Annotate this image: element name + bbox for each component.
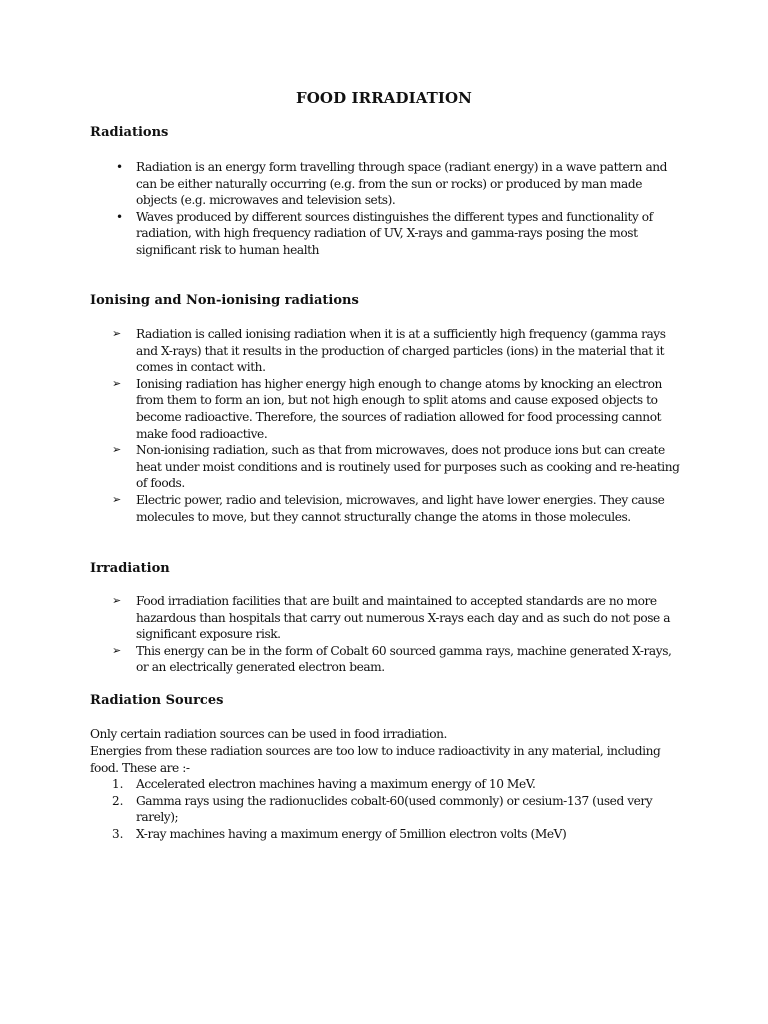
page-title: FOOD IRRADIATION <box>296 89 472 107</box>
list-item-text: Radiation is called ionising radiation when it is at a sufficiently high frequency (gamma rays and X-rays) that it results in the production of charged particles (ions) in the material that it comes in contact with. <box>136 327 666 375</box>
arrow-bullet-icon: ➢ <box>112 443 121 457</box>
list-item <box>90 643 680 676</box>
list-item-text: X-ray machines having a maximum energy of 5million electron volts (MeV) <box>136 826 567 841</box>
list-item <box>90 826 680 843</box>
list-item-text: Non-ionising radiation, such as that from microwaves, does not produce ions but can create heat under moist conditions and is routinely used for purposes such as cooking and re-heating of foods. <box>136 443 680 491</box>
list-number: 2. <box>112 793 124 808</box>
arrow-bullet-icon: ➢ <box>112 492 121 506</box>
list-item-text: Ionising radiation has higher energy high enough to change atoms by knocking an electron from them to form an ion, but not high enough to split atoms and cause exposed objects to become radioactive. Therefore, the sources of radiation allowed for food processing cannot make food radioactive. <box>136 376 662 441</box>
list-item <box>90 776 680 793</box>
list-item-text: Gamma rays using the radionuclides cobalt-60(used commonly) or cesium-137 (used very rarely); <box>136 793 653 825</box>
radiations-list <box>90 159 680 259</box>
list-item <box>90 442 680 492</box>
section-heading-ionising: Ionising and Non-ionising radiations <box>90 293 359 308</box>
paragraph: Energies from these radiation sources are too low to induce radioactivity in any material, including food. These are :- <box>90 744 661 775</box>
list-item <box>90 793 680 826</box>
irradiation-list <box>90 593 680 676</box>
list-item-text: Food irradiation facilities that are built and maintained to accepted standards are no more hazardous than hospitals that carry out numerous X-rays each day and as such do not pose a significant exposure risk. <box>136 594 671 642</box>
list-number: 1. <box>112 777 124 791</box>
sources-numbered-list <box>90 776 680 842</box>
list-item <box>90 376 680 442</box>
section-heading-radiation-sources: Radiation Sources <box>90 693 224 708</box>
arrow-bullet-icon: ➢ <box>112 327 121 340</box>
section-heading-irradiation: Irradiation <box>90 561 170 576</box>
list-item-text: This energy can be in the form of Cobalt 60 sourced gamma rays, machine generated X-rays, or an electrically generated electron beam. <box>136 643 672 675</box>
arrow-bullet-icon: ➢ <box>112 594 121 607</box>
list-item <box>90 492 680 525</box>
list-item-text: Radiation is an energy form travelling through space (radiant energy) in a wave pattern and can be either naturally occurring (e.g. from the sun or rocks) or produced by man made objects (e.g. microwaves and television sets). <box>136 160 668 208</box>
list-item <box>90 593 680 643</box>
list-item-text: Accelerated electron machines having a maximum energy of 10 MeV. <box>136 777 536 791</box>
ionising-list <box>90 326 680 525</box>
arrow-bullet-icon: ➢ <box>112 643 121 657</box>
list-item <box>90 159 680 209</box>
list-item <box>90 209 680 259</box>
bullet-marker: • <box>116 209 123 224</box>
list-item-text: Waves produced by different sources distinguishes the different types and functionality of radiation, with high frequency radiation of UV, X-rays and gamma-rays posing the most significant risk to human health <box>136 209 653 257</box>
paragraph: Only certain radiation sources can be used in food irradiation. <box>90 727 447 741</box>
list-number: 3. <box>112 826 124 841</box>
arrow-bullet-icon: ➢ <box>112 376 121 390</box>
list-item-text: Electric power, radio and television, microwaves, and light have lower energies. They cause molecules to move, but they cannot structurally change the atoms in those molecules. <box>136 492 665 524</box>
bullet-marker: • <box>116 160 123 174</box>
list-item <box>90 326 680 376</box>
section-heading-radiations: Radiations <box>90 125 169 140</box>
